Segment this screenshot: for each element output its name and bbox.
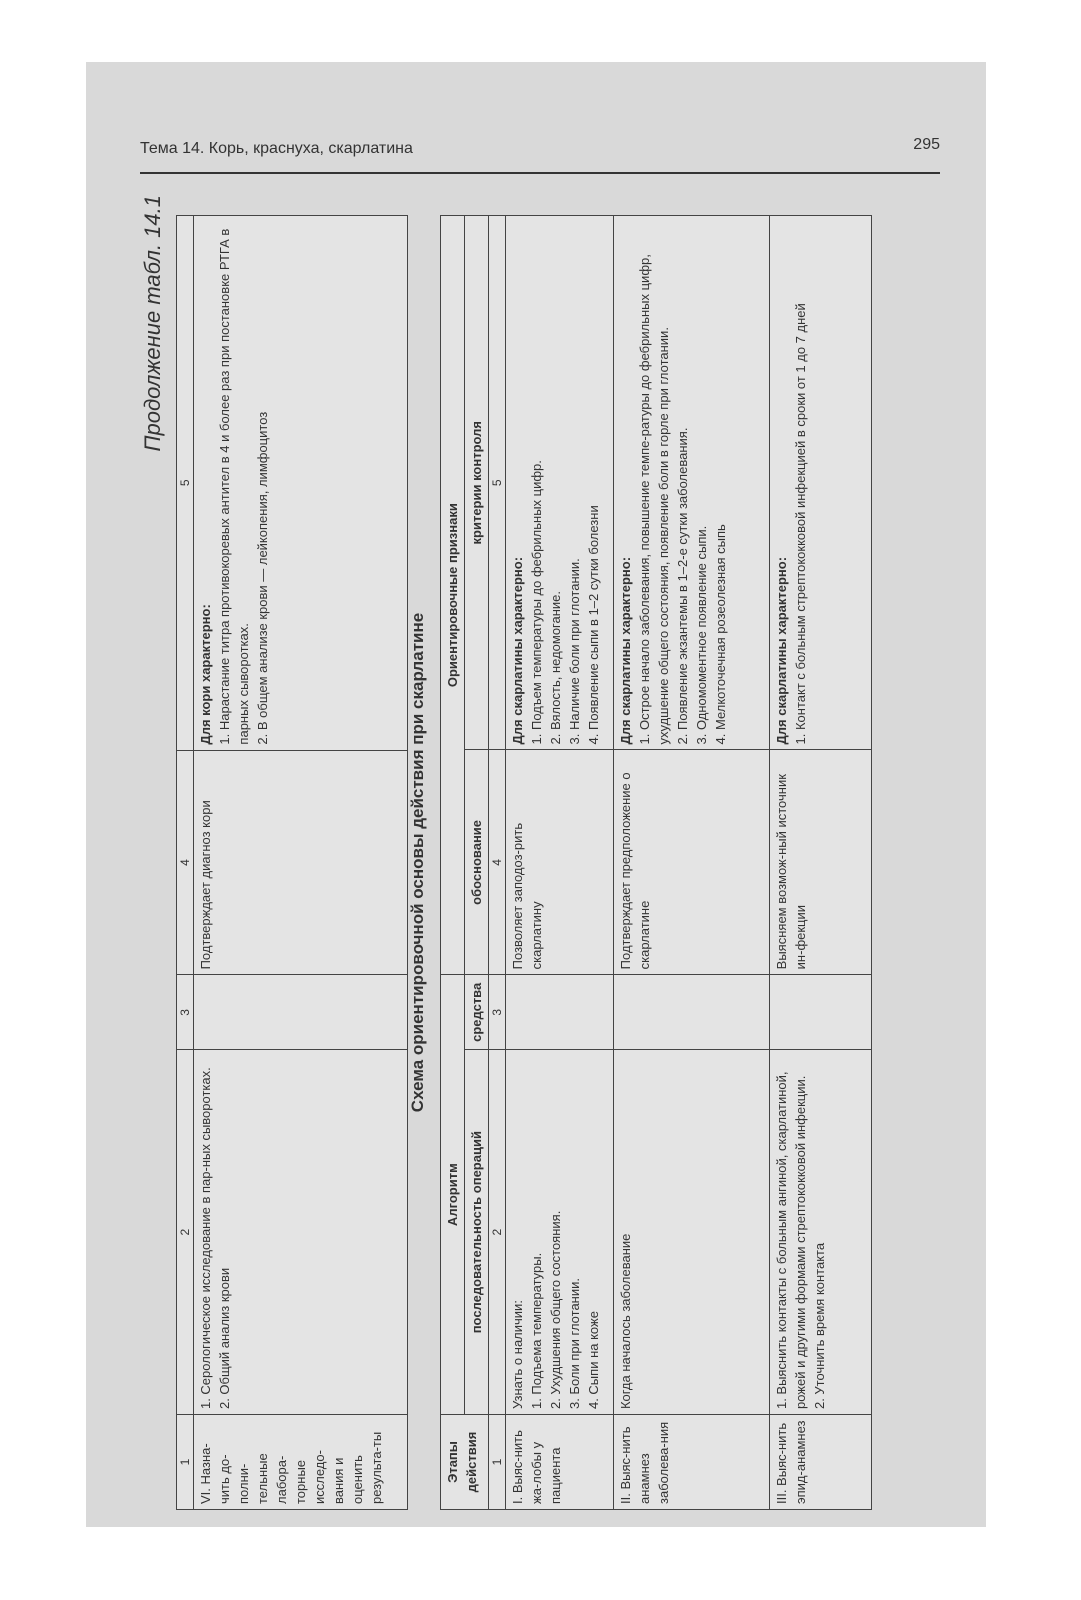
criteria-cell <box>770 216 872 750</box>
col-number: 4 <box>489 750 506 975</box>
col-number: 2 <box>177 1050 194 1415</box>
header-row <box>441 216 465 1510</box>
criteria-title: Для скарлатины характерно: <box>618 556 633 745</box>
operation-item: Когда началось заболевание <box>618 1233 633 1410</box>
justification-cell: Подтверждает диагноз кори <box>194 750 408 975</box>
head-algorithm: Алгоритм <box>441 975 465 1415</box>
criteria-item: 1. Нарастание титра противокоревых антител в 4 и более раз при постановке РТГА в парных сыворотках. <box>217 228 251 745</box>
table-scarlet-fever <box>440 215 872 1510</box>
table-row <box>194 216 408 1510</box>
chapter-title: Тема 14. Корь, краснуха, скарлатина <box>140 140 413 157</box>
head-operations: последовательность операций <box>465 1050 489 1415</box>
column-number-row <box>489 216 506 1510</box>
operations-cell <box>770 1050 872 1415</box>
operations-cell <box>614 1050 770 1415</box>
col-number: 3 <box>489 975 506 1050</box>
head-signs: Ориентировочные признаки <box>441 216 465 975</box>
criteria-item: 4. Появление сыпи в 1–2 сутки болезни <box>586 505 601 745</box>
means-cell <box>770 975 872 1050</box>
page-number: 295 <box>913 136 940 153</box>
rotated-content <box>140 190 940 1510</box>
subheader-row <box>465 216 489 1510</box>
means-cell <box>614 975 770 1050</box>
operation-item: 1. Выяснить контакты с больным ангиной, скарлатиной, рожей и другими формами стрептококковой инфекции. <box>774 1071 808 1410</box>
col-number: 1 <box>489 1415 506 1510</box>
operation-item: 4. Сыпи на коже <box>586 1311 601 1410</box>
criteria-item: 1. Контакт с больным стрептококковой инфекцией в сроки от 1 до 7 дней <box>793 303 808 745</box>
head-justification: обоснование <box>465 750 489 975</box>
criteria-title: Для скарлатины характерно: <box>510 556 525 745</box>
table-continuation <box>176 215 408 1510</box>
criteria-item: 3. Наличие боли при глотании. <box>567 558 582 745</box>
col-number: 4 <box>177 750 194 975</box>
criteria-item: 1. Подъем температуры до фебрильных цифр. <box>529 460 544 745</box>
operations-cell <box>506 1050 614 1415</box>
justification-cell: Выясняем возмож-ный источник ин-фекции <box>770 750 872 975</box>
col-number: 3 <box>177 975 194 1050</box>
justification-cell: Подтверждает предположение о скарлатине <box>614 750 770 975</box>
stage-cell: I. Выяс-нить жа-лобы у пациента <box>506 1415 614 1510</box>
criteria-item: 2. Появление экзантемы в 1–2-е сутки заболевания. <box>675 427 690 745</box>
page-header <box>140 136 940 174</box>
justification-cell: Позволяет заподоз-рить скарлатину <box>506 750 614 975</box>
criteria-item: 3. Одномоментное появление сыпи. <box>694 525 709 745</box>
stage-cell: II. Выяс-нить анамнез заболева-ния <box>614 1415 770 1510</box>
head-criteria: критерии контроля <box>465 216 489 750</box>
continuation-label: Продолжение табл. 14.1 <box>140 195 165 452</box>
table-row <box>770 216 872 1510</box>
operation-item: 2. Уточнить время контакта <box>812 1242 827 1410</box>
operation-item: 2. Общий анализ крови <box>217 1267 232 1410</box>
criteria-title: Для скарлатины характерно: <box>774 556 789 745</box>
criteria-title: Для кори характерно: <box>198 604 213 745</box>
table-caption: Схема ориентировочной основы действия при скарлатине <box>408 612 427 1113</box>
criteria-item: 4. Мелкоточечная розеолезная сыпь <box>713 524 728 745</box>
operation-item: 1. Серологическое исследование в пар-ных сыворотках. <box>198 1067 213 1410</box>
head-means: средства <box>465 975 489 1050</box>
col-number: 5 <box>177 216 194 751</box>
column-number-row <box>177 216 194 1510</box>
criteria-cell <box>506 216 614 750</box>
operation-item: 2. Ухудшения общего состояния. <box>548 1210 563 1410</box>
col-number: 1 <box>177 1415 194 1510</box>
criteria-item: 2. Вялость, недомогание. <box>548 590 563 745</box>
means-cell <box>506 975 614 1050</box>
table-row <box>614 216 770 1510</box>
col-number: 2 <box>489 1050 506 1415</box>
criteria-cell <box>194 216 408 751</box>
stage-cell: VI. Назна-чить до-полни-тельные лабора-торные исследо-вания и оценить результа-ты <box>194 1415 408 1510</box>
stage-cell: III. Выяс-нить эпид-анамнез <box>770 1415 872 1510</box>
col-number: 5 <box>489 216 506 750</box>
criteria-item: 2. В общем анализе крови — лейкопения, лимфоцитоз <box>255 411 270 745</box>
operations-cell <box>194 1050 408 1415</box>
means-cell <box>194 975 408 1050</box>
operation-item: 1. Подъема температуры. <box>529 1252 544 1410</box>
operation-item: Узнать о наличии: <box>510 1300 525 1410</box>
table-row <box>506 216 614 1510</box>
criteria-item: 1. Острое начало заболевания, повышение темпе-ратуры до фебрильных цифр, ухудшение общего состояния, появление боли в горле при глотании. <box>637 254 671 745</box>
operation-item: 3. Боли при глотании. <box>567 1278 582 1410</box>
head-stages: Этапы действия <box>441 1415 489 1510</box>
criteria-cell <box>614 216 770 750</box>
